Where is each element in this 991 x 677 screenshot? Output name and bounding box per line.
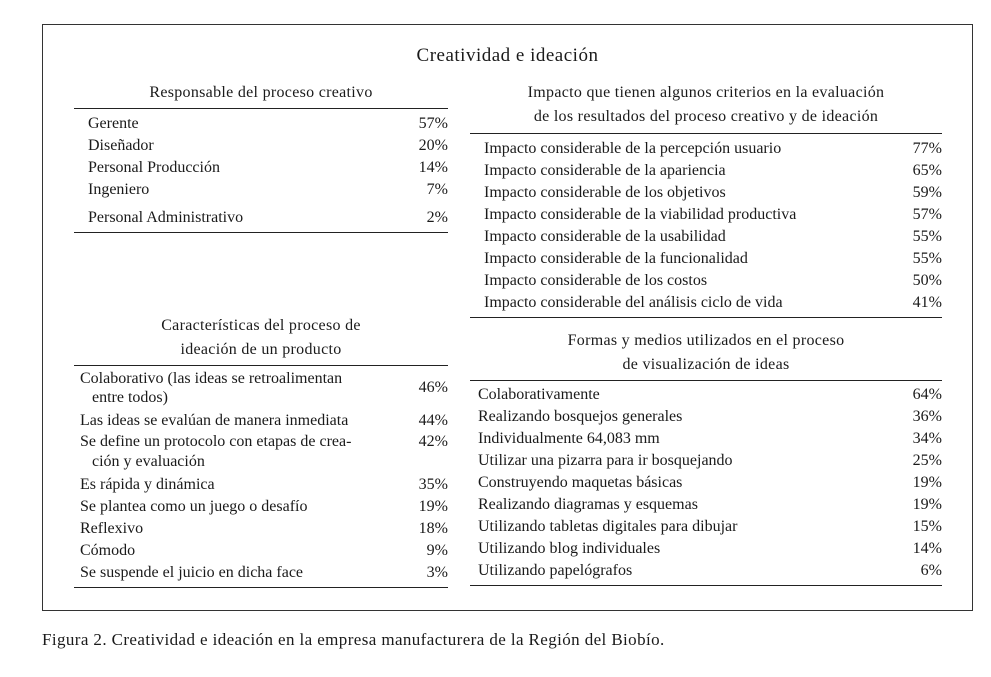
- table-row: [478, 428, 942, 450]
- row-label: Utilizando blog individuales: [478, 540, 661, 557]
- row-value: 6%: [920, 562, 942, 579]
- table-row: [478, 538, 942, 560]
- row-value: 3%: [426, 564, 448, 581]
- row-value: 77%: [912, 140, 942, 157]
- row-label: Colaborativamente: [478, 386, 600, 403]
- row-value: 46%: [418, 379, 448, 396]
- row-label-line-1: Se define un protocolo con etapas de crea-: [80, 433, 352, 450]
- table-row: [478, 472, 942, 494]
- row-label: [80, 369, 411, 407]
- table-row: [484, 204, 942, 226]
- row-label: Utilizando papelógrafos: [478, 562, 633, 579]
- row-value: 64%: [912, 386, 942, 403]
- row-label: Ingeniero: [88, 181, 150, 198]
- row-label: Las ideas se evalúan de manera inmediata: [80, 412, 349, 429]
- impacto-title-line-2: de los resultados del proceso creativo y de ideación: [533, 108, 879, 125]
- row-label: Utilizando tabletas digitales para dibujar: [478, 518, 738, 535]
- table-row: [478, 494, 942, 516]
- table-row: [478, 560, 942, 582]
- row-value: 65%: [912, 162, 942, 179]
- table-row: [80, 410, 448, 432]
- figure-title: Creatividad e ideación: [416, 45, 599, 66]
- table-row: [80, 369, 448, 407]
- row-value: 14%: [418, 159, 448, 176]
- row-value: 25%: [912, 452, 942, 469]
- row-label: Cómodo: [80, 542, 136, 559]
- row-value: 36%: [912, 408, 942, 425]
- row-label-line-2: entre todos): [92, 389, 168, 406]
- caracteristicas-title-line-2: ideación de un producto: [180, 341, 342, 358]
- row-value: 19%: [418, 498, 448, 515]
- row-value: 7%: [426, 181, 448, 198]
- row-value: 20%: [418, 137, 448, 154]
- table-row: [484, 160, 942, 182]
- row-label: Gerente: [88, 115, 139, 132]
- table-row: [88, 207, 448, 229]
- formas-rows: [470, 380, 942, 586]
- table-row: [88, 135, 448, 157]
- responsable-title: Responsable del proceso creativo: [149, 84, 373, 101]
- impacto-rows: [470, 133, 942, 318]
- row-label: Impacto considerable del análisis ciclo de vida: [484, 294, 783, 311]
- row-label: Se plantea como un juego o desafío: [80, 498, 308, 515]
- row-value: 18%: [418, 520, 448, 537]
- row-value: 50%: [912, 272, 942, 289]
- table-row: [484, 270, 942, 292]
- table-row: [80, 496, 448, 518]
- row-label: Se suspende el juicio en dicha face: [80, 564, 304, 581]
- row-label: Realizando diagramas y esquemas: [478, 496, 698, 513]
- figure-frame: [42, 24, 973, 611]
- table-row: [484, 248, 942, 270]
- impacto-title-line-1: Impacto que tienen algunos criterios en la evaluación: [527, 84, 885, 101]
- row-label-line-1: Colaborativo (las ideas se retroalimentan: [80, 370, 343, 387]
- row-label: [80, 432, 411, 472]
- table-row: [478, 450, 942, 472]
- row-label: Impacto considerable de la usabilidad: [484, 228, 726, 245]
- row-label-line-2: ción y evaluación: [92, 453, 205, 470]
- caracteristicas-title-line-1: Características del proceso de: [161, 317, 361, 334]
- row-label: Impacto considerable de la funcionalidad: [484, 250, 748, 267]
- row-value: 34%: [912, 430, 942, 447]
- row-value: 19%: [912, 496, 942, 513]
- caracteristicas-rows: [74, 365, 448, 588]
- row-value: 19%: [912, 474, 942, 491]
- table-row: [484, 292, 942, 314]
- row-label: Personal Producción: [88, 159, 220, 176]
- formas-table: [470, 329, 942, 586]
- row-label: Impacto considerable de los objetivos: [484, 184, 726, 201]
- row-label: Reflexivo: [80, 520, 144, 537]
- table-row: [478, 516, 942, 538]
- row-label: Impacto considerable de la apariencia: [484, 162, 726, 179]
- table-row: [80, 540, 448, 562]
- row-label: Diseñador: [88, 137, 154, 154]
- row-value: 14%: [912, 540, 942, 557]
- formas-title-line-1: Formas y medios utilizados en el proceso: [567, 332, 845, 349]
- table-row: [88, 179, 448, 201]
- table-row: [88, 113, 448, 135]
- row-label: Impacto considerable de los costos: [484, 272, 708, 289]
- table-row: [484, 226, 942, 248]
- table-row: [484, 182, 942, 204]
- row-value: 59%: [912, 184, 942, 201]
- table-row: [80, 432, 448, 472]
- row-value: 9%: [426, 542, 448, 559]
- row-value: 57%: [912, 206, 942, 223]
- row-label: Impacto considerable de la viabilidad productiva: [484, 206, 797, 223]
- impacto-table: [470, 81, 942, 318]
- row-label: Utilizar una pizarra para ir bosquejando: [478, 452, 733, 469]
- row-value: 55%: [912, 228, 942, 245]
- table-row: [80, 474, 448, 496]
- row-value: 41%: [912, 294, 942, 311]
- figure-caption: Figura 2. Creatividad e ideación en la empresa manufacturera de la Región del Biobío.: [42, 630, 665, 649]
- row-label: Personal Administrativo: [88, 209, 244, 226]
- table-row: [478, 406, 942, 428]
- row-value: 15%: [912, 518, 942, 535]
- row-value: 44%: [418, 412, 448, 429]
- formas-title-line-2: de visualización de ideas: [622, 356, 790, 373]
- caracteristicas-table: [74, 314, 448, 588]
- table-row: [80, 518, 448, 540]
- responsable-rows: [74, 108, 448, 233]
- table-row: [478, 384, 942, 406]
- row-label: Individualmente 64,083 mm: [478, 430, 660, 447]
- row-value: 2%: [426, 209, 448, 226]
- row-label: Construyendo maquetas básicas: [478, 474, 683, 491]
- row-label: Es rápida y dinámica: [80, 476, 215, 493]
- row-label: Impacto considerable de la percepción usuario: [484, 140, 782, 157]
- table-row: [88, 157, 448, 179]
- responsable-table: [74, 81, 448, 233]
- row-value: 55%: [912, 250, 942, 267]
- row-value: 35%: [418, 476, 448, 493]
- table-row: [484, 138, 942, 160]
- table-row: [80, 562, 448, 584]
- row-value: 57%: [418, 115, 448, 132]
- row-value: 42%: [418, 433, 448, 450]
- row-label: Realizando bosquejos generales: [478, 408, 683, 425]
